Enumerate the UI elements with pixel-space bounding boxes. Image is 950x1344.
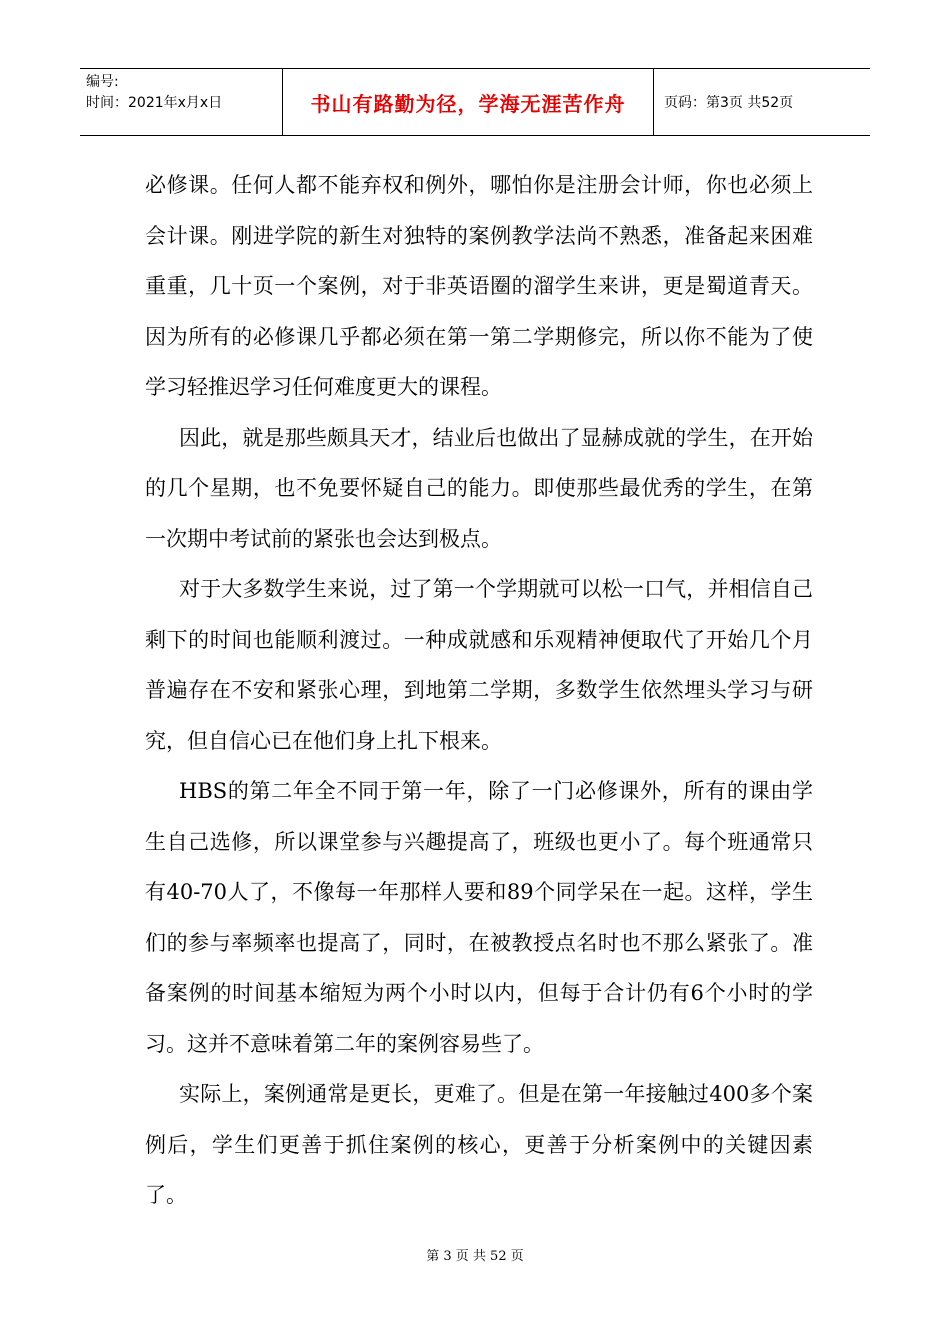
document-number-label: 编号: — [86, 74, 119, 90]
body-paragraph: HBS的第二年全不同于第一年，除了一门必修课外，所有的课由学生自己选修，所以课堂参与兴趣提高了，班级也更小了。每个班通常只有40-70人了，不像每一年那样人要和89个同学呆在一起。这样，学生们的参与率频率也提高了，同时，在被教授点名时也不那么紧张了。准备案例的时间基本缩短为两个小时以内，但每于合计仍有6个小时的学习。这并不意味着第二年的案例容易些了。 — [145, 779, 813, 1056]
body-paragraph: 必修课。任何人都不能弃权和例外，哪怕你是注册会计师，你也必须上会计课。刚进学院的新生对独特的案例教学法尚不熟悉，准备起来困难重重，几十页一个案例，对于非英语圈的溜学生来讲，更是蜀道青天。因为所有的必修课几乎都必须在第一第二学期修完，所以你不能为了使学习轻推迟学习任何难度更大的课程。 — [145, 173, 813, 399]
page-footer: 第 3 页 共 52 页 — [426, 1249, 524, 1264]
page-header — [80, 68, 870, 136]
header-meta-cell — [80, 69, 283, 135]
body-paragraph: 因此，就是那些颇具天才，结业后也做出了显赫成就的学生，在开始的几个星期，也不免要怀疑自己的能力。即使那些最优秀的学生，在第一次期中考试前的紧张也会达到极点。 — [145, 425, 813, 551]
body-paragraph: 实际上，案例通常是更长，更难了。但是在第一年接触过400多个案例后，学生们更善于抓住案例的核心，更善于分析案例中的关键因素了。 — [145, 1082, 813, 1207]
body-paragraph: 对于大多数学生来说，过了第一个学期就可以松一口气，并相信自己剩下的时间也能顺利渡过。一种成就感和乐观精神便取代了开始几个月普遍存在不安和紧张心理，到地第二学期，多数学生依然埋头学习与研究，但自信心已在他们身上扎下根来。 — [145, 577, 813, 753]
document-body — [145, 160, 813, 1221]
document-time-label: 时间：2021年x月x日 — [86, 95, 223, 111]
header-motto: 书山有路勤为径，学海无涯苦作舟 — [283, 69, 654, 135]
header-page-info: 页码：第3页 共52页 — [664, 95, 794, 111]
